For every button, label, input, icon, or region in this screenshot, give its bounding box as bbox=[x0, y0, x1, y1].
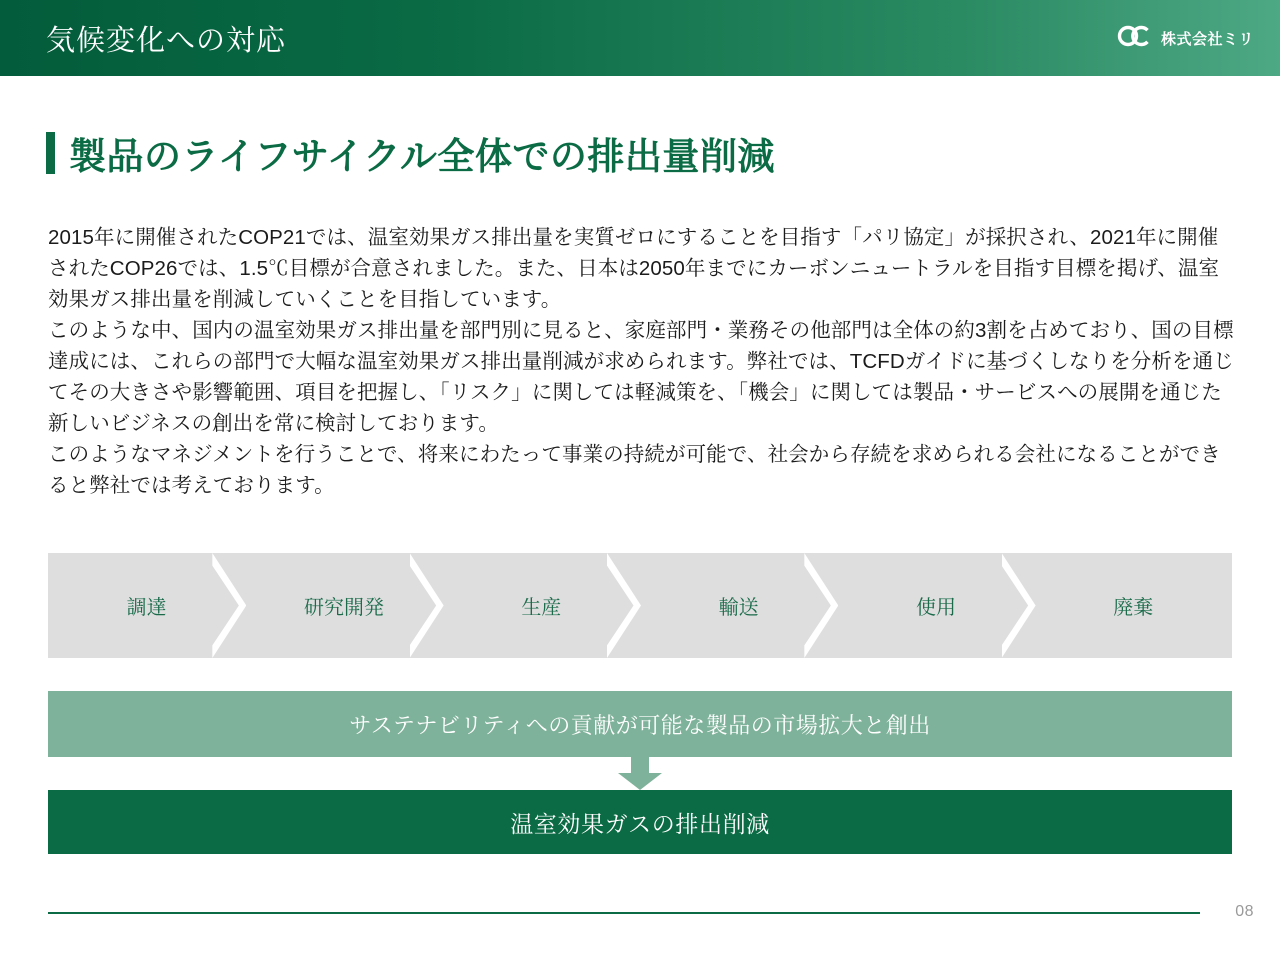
paragraph: 2015年に開催されたCOP21では、温室効果ガス排出量を実質ゼロにすることを目指す「パリ協定」が採択され、2021年に開催されたCOP26では、1.5℃目標が合意されました。また、日本は2050年までにカーボンニュートラルを目指す目標を掲げ、温室効果ガス排出量を削減していくことを目指しています。 bbox=[48, 226, 1220, 311]
process-step-label: 廃棄 bbox=[1113, 597, 1154, 619]
process-step bbox=[245, 553, 442, 658]
brand-name: 株式会社ミリ bbox=[1160, 30, 1254, 48]
title-accent-bar bbox=[46, 132, 55, 174]
process-step bbox=[640, 553, 837, 658]
header-title: 気候変化への対応 bbox=[46, 24, 287, 57]
lifecycle-process-bar bbox=[48, 553, 1232, 658]
oc-logo-icon bbox=[1116, 25, 1152, 52]
process-step bbox=[1035, 553, 1232, 658]
process-step-label: 生産 bbox=[521, 597, 562, 619]
process-step-label: 調達 bbox=[126, 597, 167, 619]
process-step-label: 輸送 bbox=[718, 597, 759, 619]
paragraph: このようなマネジメントを行うことで、将来にわたって事業の持続が可能で、社会から存続を求められる会社になることができると弊社では考えております。 bbox=[48, 443, 1221, 497]
page-title bbox=[46, 126, 775, 180]
down-arrow-icon bbox=[618, 757, 662, 790]
page-number: 08 bbox=[1235, 903, 1254, 920]
process-step-label: 研究開発 bbox=[303, 597, 384, 619]
process-step bbox=[837, 553, 1034, 658]
title-text: 製品のライフサイクル全体での排出量削減 bbox=[69, 136, 775, 177]
slide-header bbox=[0, 0, 1280, 76]
paragraph: このような中、国内の温室効果ガス排出量を部門別に見ると、家庭部門・業務その他部門は全体の約3割を占めており、国の目標達成には、これらの部門で大幅な温室効果ガス排出量削減が求められます。弊社では、TCFDガイドに基づくしなりを分析を通じてその大きさや影響範囲、項目を把握し、「リスク」に関しては軽減策を、「機会」に関しては製品・サービスへの展開を通じた新しいビジネスの創出を常に検討しております。 bbox=[48, 319, 1234, 435]
brand-lockup bbox=[1116, 25, 1254, 52]
outcome-band-emissions: 温室効果ガスの排出削減 bbox=[48, 790, 1232, 854]
process-step bbox=[48, 553, 245, 658]
outcome-band-market: サステナビリティへの貢献が可能な製品の市場拡大と創出 bbox=[48, 691, 1232, 757]
process-step bbox=[443, 553, 640, 658]
body-copy bbox=[48, 222, 1234, 501]
footer-divider bbox=[48, 912, 1200, 914]
process-step-label: 使用 bbox=[915, 597, 956, 619]
